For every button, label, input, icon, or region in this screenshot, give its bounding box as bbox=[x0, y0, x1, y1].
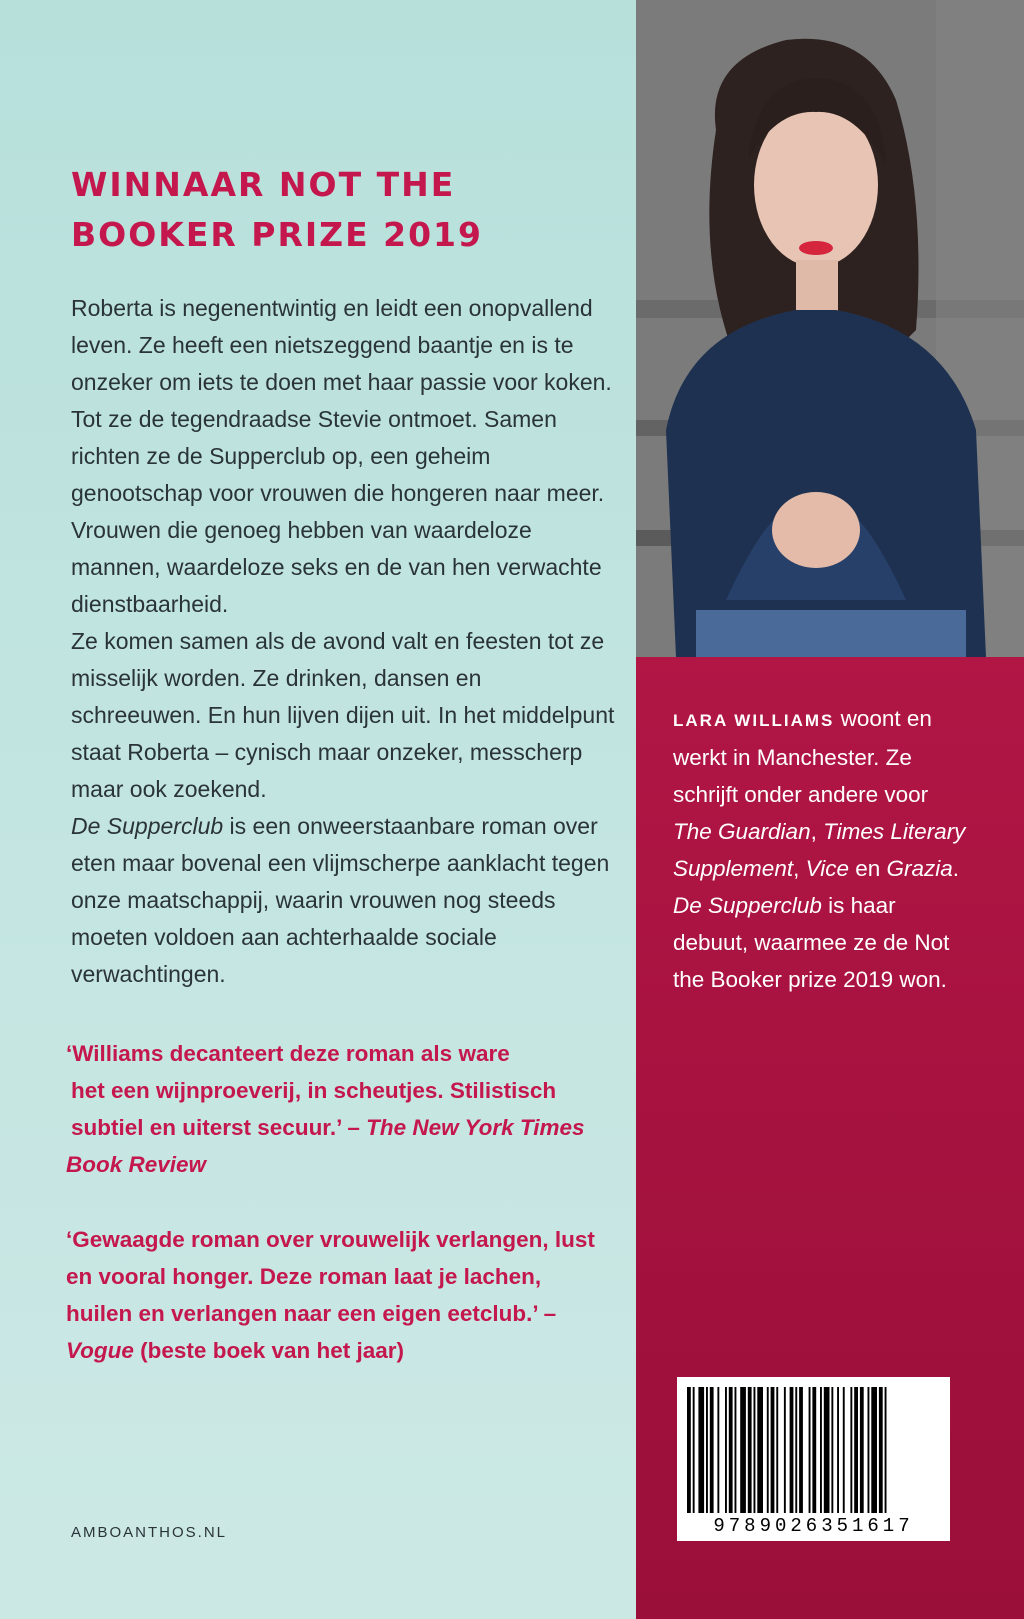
blurb-paragraph-1: Roberta is negenentwintig en leidt een onopvallend leven. Ze heeft een nietszeggend baantje en is te onzeker om iets te doen met haar passie voor koken. Tot ze de tegendraadse Stevie ontmoet. Samen richten ze de Supperclub op, een geheim genootschap voor vrouwen die hongeren naar meer. Vrouwen die genoeg hebben van waardeloze mannen, waardeloze seks en de van hen verwachte dienstbaarheid. bbox=[71, 295, 612, 617]
blurb-paragraph-3-text: is een onweerstaanbare roman over eten maar bovenal een vlijmscherpe aanklacht tegen onze maatschappij, waarin vrouwen nog steeds moeten voldoen aan achterhaalde sociale verwachtingen. bbox=[71, 813, 610, 987]
barcode-bar bbox=[860, 1387, 864, 1513]
bio-pub-grazia: Grazia bbox=[886, 856, 953, 881]
blurb-paragraph-2: Ze komen samen als de avond valt en feesten tot ze misselijk worden. Ze drinken, dansen en schreeuwen. En hun lijven dijen uit. In het middelpunt staat Roberta – cynisch maar onzeker, messcherp maar ook zoekend. bbox=[71, 628, 615, 802]
award-headline-line2: BOOKER PRIZE 2019 bbox=[71, 215, 483, 254]
barcode-bar bbox=[757, 1387, 763, 1513]
quote-vogue-source: Vogue bbox=[66, 1338, 134, 1363]
barcode-bar bbox=[812, 1387, 816, 1513]
bio-book-title: De Supperclub bbox=[673, 893, 822, 918]
barcode-bar bbox=[687, 1387, 691, 1513]
barcode-bar bbox=[776, 1387, 778, 1513]
quote-nyt-line1: ‘Williams decanteert deze roman als ware bbox=[66, 1041, 510, 1066]
barcode-bar bbox=[698, 1387, 704, 1513]
barcode-bar bbox=[710, 1387, 714, 1513]
bio-text-4: is haar debuut, waarmee ze de Not the Booker prize 2019 won. bbox=[673, 893, 950, 992]
quote-nyt-line3: subtiel en uiterst secuur.’ – bbox=[71, 1115, 367, 1140]
barcode-bar bbox=[824, 1387, 830, 1513]
barcode-bar bbox=[809, 1387, 811, 1513]
barcode-bar bbox=[790, 1387, 794, 1513]
author-portrait-illustration bbox=[636, 0, 1024, 657]
review-quote-vogue bbox=[66, 1221, 606, 1369]
barcode-bar bbox=[850, 1387, 852, 1513]
barcode-bar bbox=[725, 1387, 727, 1513]
bio-text-2: en bbox=[848, 856, 887, 881]
quote-nyt-source: The New York Times Book Review bbox=[66, 1115, 585, 1177]
barcode-bar bbox=[871, 1387, 877, 1513]
bio-pub-guardian: The Guardian bbox=[673, 819, 811, 844]
barcode-bar bbox=[795, 1387, 797, 1513]
barcode-bar bbox=[706, 1387, 708, 1513]
barcode-bar bbox=[767, 1387, 769, 1513]
barcode-bar bbox=[820, 1387, 822, 1513]
barcode-bar bbox=[784, 1387, 786, 1513]
bio-text-3: . bbox=[952, 856, 960, 881]
barcode-bar bbox=[879, 1387, 883, 1513]
bio-pub-tls: Times Literary Supplement bbox=[673, 819, 966, 881]
author-photo bbox=[636, 0, 1024, 657]
author-bio bbox=[673, 700, 973, 998]
barcode-bar bbox=[740, 1387, 746, 1513]
bio-sep-1: , bbox=[810, 819, 824, 844]
barcode-bar bbox=[885, 1387, 887, 1513]
barcode-bar bbox=[854, 1387, 858, 1513]
publisher-website: AMBOANTHOS.NL bbox=[71, 1524, 228, 1541]
barcode-bar bbox=[693, 1387, 695, 1513]
bio-text-1: woont en werkt in Manchester. Ze schrijft onder andere voor bbox=[673, 706, 932, 807]
bio-sep-2: , bbox=[793, 856, 806, 881]
barcode-bar bbox=[771, 1387, 775, 1513]
isbn-barcode bbox=[677, 1377, 950, 1541]
barcode-bar bbox=[843, 1387, 845, 1513]
quote-vogue-after: (beste boek van het jaar) bbox=[133, 1338, 405, 1363]
barcode-bar bbox=[717, 1387, 719, 1513]
barcode-bar bbox=[729, 1387, 733, 1513]
barcode-bar bbox=[868, 1387, 870, 1513]
book-blurb bbox=[71, 290, 616, 993]
isbn-number: 9789026351617 bbox=[713, 1515, 914, 1537]
blurb-paragraph-3 bbox=[71, 808, 616, 993]
quote-vogue-text: ‘Gewaagde roman over vrouwelijk verlangen, lust en vooral honger. Deze roman laat je lachen, huilen en verlangen naar een eigen eetclub.’ – bbox=[66, 1227, 595, 1326]
bio-pub-vice: Vice bbox=[805, 856, 849, 881]
author-name: LARA WILLIAMS bbox=[673, 711, 835, 730]
book-title: De Supperclub bbox=[71, 813, 224, 839]
quote-nyt-line2: het een wijnproeverij, in scheutjes. Stilistisch bbox=[71, 1078, 557, 1103]
award-headline-line1: WINNAAR NOT THE bbox=[71, 165, 456, 204]
barcode-bar bbox=[754, 1387, 756, 1513]
barcode-bar bbox=[799, 1387, 803, 1513]
barcode-bar bbox=[831, 1387, 833, 1513]
review-quote-nyt bbox=[66, 1035, 606, 1183]
award-headline bbox=[71, 160, 591, 260]
barcode-bar bbox=[735, 1387, 737, 1513]
barcode-bar bbox=[837, 1387, 839, 1513]
barcode-bar bbox=[748, 1387, 752, 1513]
